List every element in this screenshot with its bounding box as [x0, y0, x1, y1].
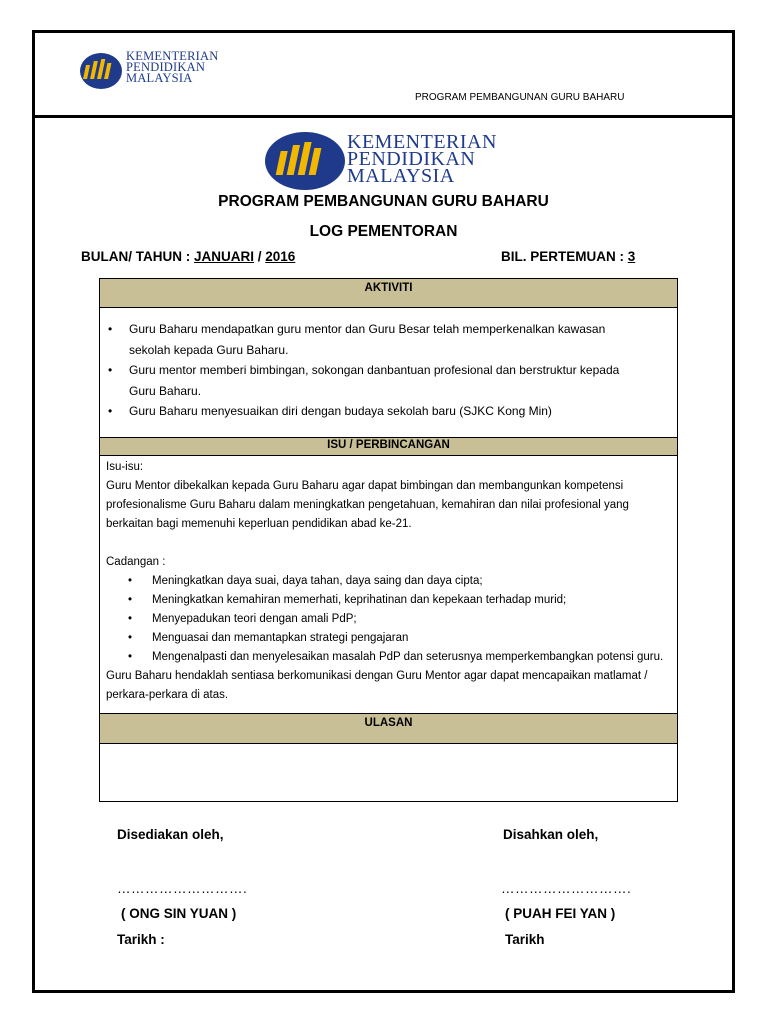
aktiviti-list: [108, 319, 648, 422]
bulan-value: JANUARI: [193, 249, 254, 264]
aktiviti-section: [100, 308, 677, 438]
logo-line: MALAYSIA: [347, 165, 455, 187]
signature-line-left: ……………………….: [117, 881, 248, 896]
kpm-emblem-icon: [263, 131, 347, 191]
name-right: ( PUAH FEI YAN ): [505, 906, 616, 921]
logo-line: MALAYSIA: [126, 71, 193, 85]
logo-line: PENDIDIKAN: [347, 148, 476, 170]
logo-line: PENDIDIKAN: [126, 60, 206, 74]
signature-line-right: ……………………….: [501, 881, 632, 896]
bulan-label: BULAN/ TAHUN :: [81, 249, 194, 264]
bil-value: 3: [627, 249, 636, 264]
kpm-logo-large: [263, 131, 523, 191]
cadangan-label: Cadangan :: [106, 556, 166, 568]
ulasan-heading: ULASAN: [100, 714, 677, 744]
tahun-value: 2016: [265, 249, 296, 264]
ulasan-section: [100, 744, 677, 802]
logo-line: KEMENTERIAN: [126, 49, 219, 63]
tarikh-left: Tarikh :: [117, 932, 165, 947]
page-header: [35, 33, 732, 118]
kpm-emblem-icon: [79, 51, 123, 91]
bil-pertemuan: [501, 249, 635, 264]
header-program-label: PROGRAM PEMBANGUNAN GURU BAHARU: [415, 92, 625, 103]
list-item: • Guru Baharu mendapatkan guru mentor dan Guru Besar telah memperkenalkan kawasan sekolah kepada Guru Baharu.: [108, 319, 648, 360]
isu-heading: ISU / PERBINCANGAN: [100, 438, 677, 456]
list-item: • Menyepadukan teori dengan amali PdP;: [106, 610, 666, 629]
disediakan-label: Disediakan oleh,: [117, 827, 224, 842]
list-item: • Meningkatkan daya suai, daya tahan, daya saing dan daya cipta;: [106, 572, 666, 591]
aktiviti-heading: AKTIVITI: [100, 279, 677, 308]
kpm-logo-small: [79, 51, 219, 91]
disahkan-label: Disahkan oleh,: [503, 827, 599, 842]
separator: /: [254, 249, 266, 264]
list-item: • Guru mentor memberi bimbingan, sokongan danbantuan profesional dan berstruktur kepada Guru Baharu.: [108, 360, 648, 401]
cadangan-list: [106, 572, 666, 667]
closing-text: Guru Baharu hendaklah sentiasa berkomunikasi dengan Guru Mentor agar dapat mencapaikan matlamat / perkara-perkara di atas.: [106, 670, 648, 701]
list-item: • Meningkatkan kemahiran memerhati, keprihatinan dan kepekaan terhadap murid;: [106, 591, 666, 610]
kpm-logo-wordmark-small: [126, 51, 218, 84]
tarikh-right: Tarikh: [505, 932, 545, 947]
document-title: PROGRAM PEMBANGUNAN GURU BAHARU: [218, 193, 549, 210]
document-subtitle: LOG PEMENTORAN: [309, 223, 458, 240]
kpm-logo-wordmark-large: [347, 131, 497, 187]
log-table: [99, 278, 678, 802]
list-item: • Mengenalpasti dan menyelesaikan masalah PdP dan seterusnya memperkembangkan potensi guru.: [106, 648, 666, 667]
isu-section: [100, 456, 677, 714]
bil-label: BIL. PERTEMUAN :: [501, 249, 628, 264]
bulan-tahun: [81, 249, 295, 264]
name-left: ( ONG SIN YUAN ): [121, 906, 237, 921]
document-frame: [32, 30, 735, 993]
isu-label: Isu-isu:: [106, 461, 144, 473]
isu-text: Guru Mentor dibekalkan kepada Guru Baharu agar dapat bimbingan dan membangunkan kompetensi profesionalisme Guru Baharu dalam meningkatkan pengetahuan, kemahiran dan nilai profesional yang berkaitan bagi memenuhi keperluan pendidikan abad ke-21.: [106, 480, 629, 530]
logo-line: KEMENTERIAN: [347, 131, 497, 153]
list-item: • Menguasai dan memantapkan strategi pengajaran: [106, 629, 666, 648]
list-item: • Guru Baharu menyesuaikan diri dengan budaya sekolah baru (SJKC Kong Min): [108, 401, 648, 422]
